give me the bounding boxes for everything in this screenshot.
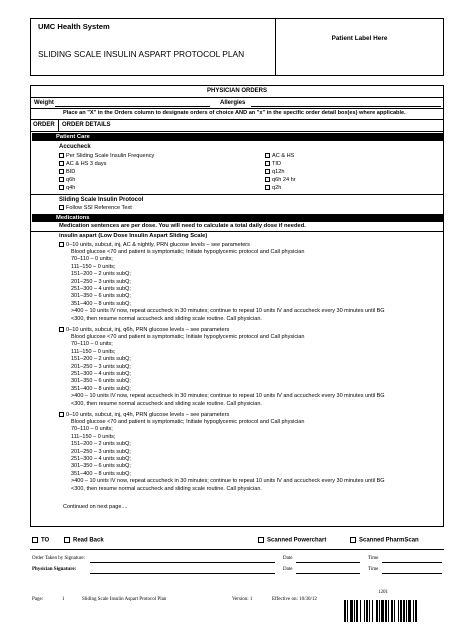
checkbox[interactable] — [59, 242, 64, 247]
read-back-checkbox[interactable]: Read Back — [64, 537, 104, 544]
accucheck-label: Accucheck — [59, 144, 91, 150]
version-label: Version: 1 — [232, 597, 253, 602]
parameter-line: 111–150 – 0 units; — [71, 433, 116, 440]
accucheck-option-q2h[interactable]: q2h — [265, 185, 281, 191]
checkbox[interactable] — [59, 169, 64, 174]
checkbox[interactable] — [59, 327, 64, 332]
checkbox[interactable] — [59, 205, 64, 210]
plan-title: SLIDING SCALE INSULIN ASPART PROTOCOL PLAN — [38, 49, 245, 59]
checkbox[interactable] — [59, 412, 64, 417]
parameter-line: 351–400 – 8 units subQ; — [71, 385, 131, 392]
accucheck-option-per-ssi-frequency[interactable]: Per Sliding Scale Insulin Frequency — [59, 153, 154, 159]
parameter-line: 201–250 – 3 units subQ; — [71, 278, 131, 285]
parameter-line: 351–400 – 8 units subQ; — [71, 300, 131, 307]
parameter-line: Blood glucose <70 and patient is symptomatic; Initiate hypoglycemic protocol and Call physician — [71, 249, 305, 255]
accucheck-option-q6h[interactable]: q6h — [59, 177, 75, 183]
barcode-number: 1201 — [378, 590, 388, 595]
parameter-line: 251–300 – 4 units subQ; — [71, 286, 131, 293]
insulin-option-q4h[interactable]: 0–10 units, subcut, inj, q4h, PRN glucose levels – see parameters — [59, 412, 229, 418]
checkbox[interactable] — [59, 161, 64, 166]
checkbox[interactable] — [350, 537, 356, 543]
checkbox[interactable] — [64, 537, 70, 543]
physician-orders-form — [30, 85, 444, 527]
effective-date: Effective on: 10/30/12 — [272, 597, 317, 602]
accucheck-option-q6h-24hr[interactable]: q6h 24 hr — [265, 177, 296, 183]
parameter-line: 70–110 – 0 units; — [71, 341, 113, 348]
parameter-line: >400 – 10 units IV now, repeat accucheck in 30 minutes; continue to repeat 10 units IV and accucheck every 30 minutes until BG — [71, 393, 385, 400]
accucheck-option-ac-hs[interactable]: AC & HS — [265, 153, 294, 159]
parameter-line: 151–200 – 2 units subQ; — [71, 356, 131, 363]
insulin-option-q6h[interactable]: 0–10 units, subcut, inj, q6h, PRN glucose levels – see parameters — [59, 327, 229, 333]
order-taken-by-signature-field[interactable] — [90, 562, 275, 563]
parameter-line: Blood glucose <70 and patient is symptomatic; Initiate hypoglycemic protocol and Call physician — [71, 419, 305, 425]
parameter-line: 301–350 – 6 units subQ; — [71, 378, 131, 385]
order-details-column-header: ORDER DETAILS — [62, 122, 111, 128]
checkbox[interactable] — [32, 537, 38, 543]
insulin-option-ac-nightly[interactable]: 0–10 units, subcut, inj, AC & nightly, PRN glucose levels – see parameters — [59, 242, 250, 248]
checkbox[interactable] — [59, 185, 64, 190]
checkbox[interactable] — [265, 177, 270, 182]
parameter-line: 111–150 – 0 units; — [71, 348, 116, 355]
parameter-line: 201–250 – 3 units subQ; — [71, 448, 131, 455]
medications-section-bar: Medications — [32, 214, 443, 222]
instruction-text: Place an "X" in the Orders column to designate orders of choice AND an "x" in the specific order detail box(es) where applicable. — [63, 110, 406, 116]
checkbox[interactable] — [265, 153, 270, 158]
follow-ssi-reference-option[interactable]: Follow SSI Reference Text — [59, 205, 132, 211]
page-label: Page: — [32, 597, 44, 602]
accucheck-option-q12h[interactable]: q12h — [265, 169, 284, 175]
header-title-box — [30, 18, 276, 76]
scanned-pharmscan-checkbox[interactable]: Scanned PharmScan — [350, 537, 419, 544]
parameter-line: >400 – 10 units IV now, repeat accucheck in 30 minutes; continue to repeat 10 units IV and accucheck every 30 minutes until BG — [71, 308, 385, 315]
parameter-line: 251–300 – 4 units subQ; — [71, 456, 131, 463]
page-number: 1 — [62, 597, 65, 602]
allergies-field[interactable] — [251, 106, 441, 107]
parameter-line: 201–250 – 3 units subQ; — [71, 363, 131, 370]
parameter-line: 70–110 – 0 units; — [71, 256, 113, 263]
parameter-line: Blood glucose <70 and patient is symptomatic; Initiate hypoglycemic protocol and Call physician — [71, 334, 305, 340]
parameter-line: 301–350 – 6 units subQ; — [71, 293, 131, 300]
checkbox[interactable] — [265, 185, 270, 190]
checkbox[interactable] — [258, 537, 264, 543]
checkbox[interactable] — [265, 169, 270, 174]
weight-label: Weight — [34, 100, 54, 106]
continued-note: Continued on next page.... — [63, 504, 128, 510]
parameter-line: <300, then resume normal accucheck and sliding scale routine. Call physician. — [71, 315, 262, 322]
physician-signature-field[interactable] — [90, 573, 275, 574]
accucheck-option-ac-hs-3-days[interactable]: AC & HS 3 days — [59, 161, 106, 167]
to-checkbox[interactable]: TO — [32, 537, 49, 544]
parameter-line: 301–350 – 6 units subQ; — [71, 463, 131, 470]
barcode-icon — [344, 600, 440, 622]
parameter-line: 151–200 – 2 units subQ; — [71, 441, 131, 448]
parameter-line: 151–200 – 2 units subQ; — [71, 271, 131, 278]
accucheck-option-q4h[interactable]: q4h — [59, 185, 75, 191]
scanned-powerchart-checkbox[interactable]: Scanned Powerchart — [258, 537, 326, 544]
parameter-line: 111–150 – 0 units; — [71, 263, 116, 270]
order-taken-by-label: Order Taken by Signature: — [32, 556, 86, 561]
physician-time-field[interactable] — [382, 573, 442, 574]
checkbox[interactable] — [59, 153, 64, 158]
physician-date-field[interactable] — [296, 573, 360, 574]
physician-orders-title: PHYSICIAN ORDERS — [206, 88, 267, 94]
checkbox[interactable] — [265, 161, 270, 166]
parameter-line: <300, then resume normal accucheck and sliding scale routine. Call physician. — [71, 485, 262, 492]
physician-signature-label: Physician Signature: — [32, 567, 77, 572]
allergies-label: Allergies — [220, 100, 246, 106]
order-taken-time-label: Time — [368, 556, 379, 561]
order-taken-time-field[interactable] — [382, 562, 442, 563]
order-taken-date-label: Date — [283, 556, 293, 561]
order-taken-date-field[interactable] — [296, 562, 360, 563]
insulin-block-3-parameters — [71, 419, 385, 493]
parameter-line: 251–300 – 4 units subQ; — [71, 371, 131, 378]
parameter-line: 351–400 – 8 units subQ; — [71, 470, 131, 477]
physician-time-label: Time — [368, 567, 379, 572]
order-column-header: ORDER — [33, 122, 55, 128]
ssi-protocol-label: Sliding Scale Insulin Protocol — [59, 197, 144, 203]
accucheck-option-tid[interactable]: TID — [265, 161, 281, 167]
patient-care-section-bar: Patient Care — [32, 133, 443, 141]
health-system-name: UMC Health System — [38, 22, 110, 31]
medication-note: Medication sentences are per dose. You will need to calculate a total daily dose if needed. — [59, 223, 306, 229]
document-name: Sliding Scale Insulin Aspart Protocol Plan — [82, 597, 167, 602]
insulin-block-2-parameters — [71, 334, 385, 408]
patient-label-box — [276, 18, 444, 76]
patient-label-text: Patient Label Here — [331, 35, 388, 42]
physician-date-label: Date — [283, 567, 293, 572]
parameter-line: <300, then resume normal accucheck and sliding scale routine. Call physician. — [71, 400, 262, 407]
accucheck-option-bid[interactable]: BID — [59, 169, 75, 175]
weight-field[interactable] — [55, 106, 210, 107]
parameter-line: >400 – 10 units IV now, repeat accucheck in 30 minutes; continue to repeat 10 units IV and accucheck every 30 minutes until BG — [71, 478, 385, 485]
parameter-line: 70–110 – 0 units; — [71, 426, 113, 433]
checkbox[interactable] — [59, 177, 64, 182]
insulin-block-1-parameters — [71, 249, 385, 323]
insulin-aspart-title: insulin aspart (Low Dose Insulin Aspart Sliding Scale) — [59, 233, 208, 239]
